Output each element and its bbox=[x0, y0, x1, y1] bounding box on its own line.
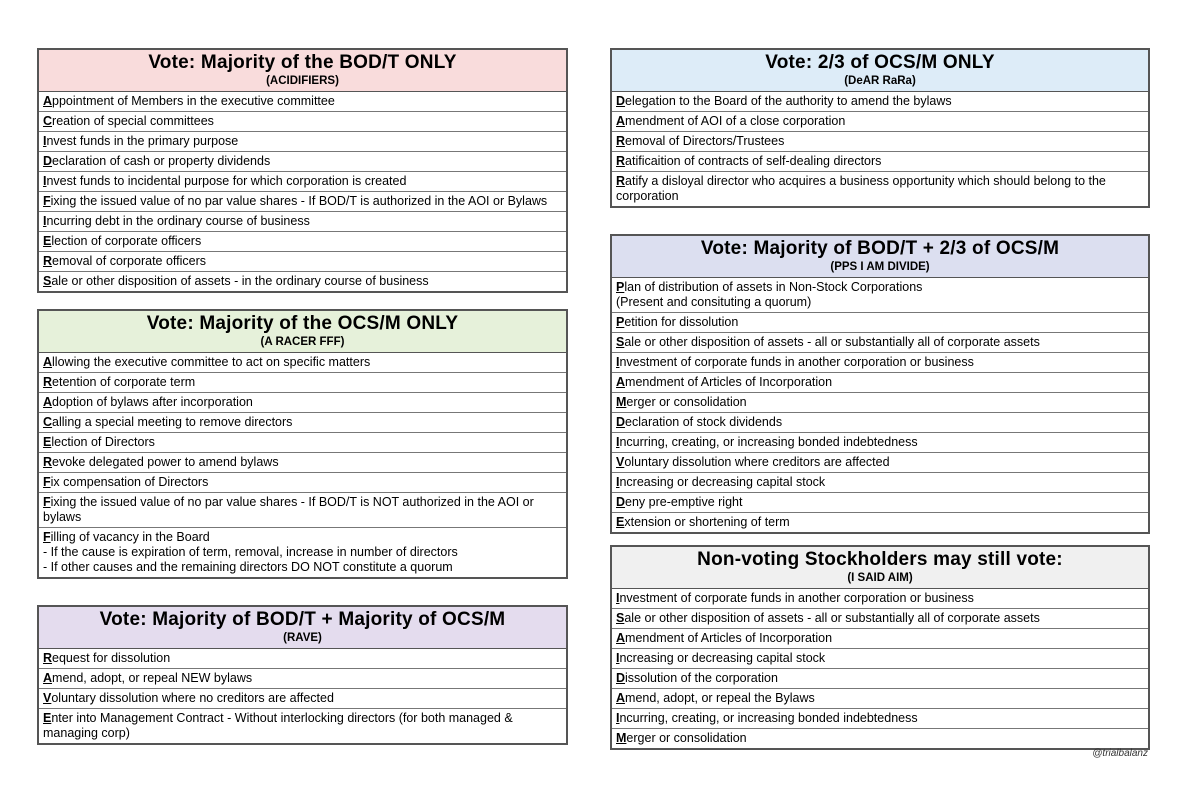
list-item: Deny pre-emptive right bbox=[612, 493, 1148, 513]
list-item: Amend, adopt, or repeal the Bylaws bbox=[612, 689, 1148, 709]
card-dear-rara bbox=[610, 48, 1150, 208]
list-item: Merger or consolidation bbox=[612, 393, 1148, 413]
list-item: Amendment of Articles of Incorporation bbox=[612, 373, 1148, 393]
list-item: Plan of distribution of assets in Non-Stock Corporations (Present and consituting a quorum) bbox=[612, 278, 1148, 313]
card-title: Non-voting Stockholders may still vote: bbox=[697, 549, 1063, 570]
list-item: Revoke delegated power to amend bylaws bbox=[39, 453, 566, 473]
card-mnemonic: (RAVE) bbox=[283, 632, 322, 644]
list-item: Creation of special committees bbox=[39, 112, 566, 132]
list-item: Sale or other disposition of assets - all or substantially all of corporate assets bbox=[612, 609, 1148, 629]
card-header bbox=[39, 607, 566, 649]
list-item: Sale or other disposition of assets - in the ordinary course of business bbox=[43, 274, 429, 288]
list-item: Voluntary dissolution where no creditors are affected bbox=[39, 689, 566, 709]
list-item: Retention of corporate term bbox=[39, 373, 566, 393]
list-item: Incurring, creating, or increasing bonded indebtedness bbox=[612, 433, 1148, 453]
card-header bbox=[39, 50, 566, 92]
list-item: Invest funds to incidental purpose for which corporation is created bbox=[39, 172, 566, 192]
list-item: Election of corporate officers bbox=[39, 232, 566, 252]
list-item: Increasing or decreasing capital stock bbox=[612, 473, 1148, 493]
list-item: Election of Directors bbox=[39, 433, 566, 453]
card-header bbox=[612, 547, 1148, 589]
list-item: Adoption of bylaws after incorporation bbox=[39, 393, 566, 413]
list-item: Merger or consolidation bbox=[616, 731, 747, 745]
list-item: Fixing the issued value of no par value shares - If BOD/T is authorized in the AOI or Bylaws bbox=[39, 192, 566, 212]
list-item: Allowing the executive committee to act on specific matters bbox=[39, 353, 566, 373]
list-item: Ratificaition of contracts of self-dealing directors bbox=[612, 152, 1148, 172]
list-item: Invest funds in the primary purpose bbox=[39, 132, 566, 152]
card-acidifiers bbox=[37, 48, 568, 293]
card-i-said-aim bbox=[610, 545, 1150, 750]
list-item: Enter into Management Contract - Without interlocking directors (for both managed & managing corp) bbox=[43, 711, 513, 740]
list-item: Extension or shortening of term bbox=[616, 515, 790, 529]
card-pps-i-am-divide bbox=[610, 234, 1150, 534]
list-item: Declaration of cash or property dividends bbox=[39, 152, 566, 172]
list-item: Delegation to the Board of the authority to amend the bylaws bbox=[612, 92, 1148, 112]
list-item: Appointment of Members in the executive committee bbox=[39, 92, 566, 112]
card-a-racer-fff bbox=[37, 309, 568, 579]
card-mnemonic: (A RACER FFF) bbox=[260, 336, 345, 348]
list-item: Amendment of Articles of Incorporation bbox=[612, 629, 1148, 649]
card-mnemonic: (I SAID AIM) bbox=[847, 572, 913, 584]
card-title: Vote: Majority of BOD/T + Majority of OCS/M bbox=[99, 609, 506, 630]
list-item: Voluntary dissolution where creditors are affected bbox=[612, 453, 1148, 473]
list-item: Investment of corporate funds in another corporation or business bbox=[612, 353, 1148, 373]
list-item: Sale or other disposition of assets - all or substantially all of corporate assets bbox=[612, 333, 1148, 353]
card-title: Vote: Majority of the OCS/M ONLY bbox=[146, 313, 459, 334]
list-item: Filling of vacancy in the Board - If the cause is expiration of term, removal, increase in number of directors - If other causes and the remaining directors DO NOT constitute a quorum bbox=[43, 530, 458, 574]
card-mnemonic: (ACIDIFIERS) bbox=[266, 75, 339, 87]
list-item: Request for dissolution bbox=[39, 649, 566, 669]
card-mnemonic: (PPS I AM DIVIDE) bbox=[830, 261, 930, 273]
list-item: Increasing or decreasing capital stock bbox=[612, 649, 1148, 669]
card-rave bbox=[37, 605, 568, 745]
list-item: Incurring, creating, or increasing bonded indebtedness bbox=[612, 709, 1148, 729]
card-title: Vote: Majority of the BOD/T ONLY bbox=[148, 52, 457, 73]
card-header bbox=[612, 236, 1148, 278]
card-mnemonic: (DeAR RaRa) bbox=[844, 75, 916, 87]
list-item: Ratify a disloyal director who acquires a business opportunity which should belong to the corporation bbox=[616, 174, 1106, 203]
list-item: Amendment of AOI of a close corporation bbox=[612, 112, 1148, 132]
card-title: Vote: Majority of BOD/T + 2/3 of OCS/M bbox=[700, 238, 1060, 259]
list-item: Calling a special meeting to remove directors bbox=[39, 413, 566, 433]
list-item: Declaration of stock dividends bbox=[612, 413, 1148, 433]
list-item: Removal of Directors/Trustees bbox=[612, 132, 1148, 152]
list-item: Fix compensation of Directors bbox=[39, 473, 566, 493]
list-item: Incurring debt in the ordinary course of business bbox=[39, 212, 566, 232]
list-item: Fixing the issued value of no par value shares - If BOD/T is NOT authorized in the AOI or bylaws bbox=[39, 493, 566, 528]
list-item: Amend, adopt, or repeal NEW bylaws bbox=[39, 669, 566, 689]
list-item: Petition for dissolution bbox=[612, 313, 1148, 333]
list-item: Investment of corporate funds in another corporation or business bbox=[612, 589, 1148, 609]
credit-handle: @trialbalanz bbox=[1092, 748, 1148, 759]
card-header bbox=[39, 311, 566, 353]
card-title: Vote: 2/3 of OCS/M ONLY bbox=[765, 52, 995, 73]
card-header bbox=[612, 50, 1148, 92]
list-item: Dissolution of the corporation bbox=[612, 669, 1148, 689]
list-item: Removal of corporate officers bbox=[39, 252, 566, 272]
